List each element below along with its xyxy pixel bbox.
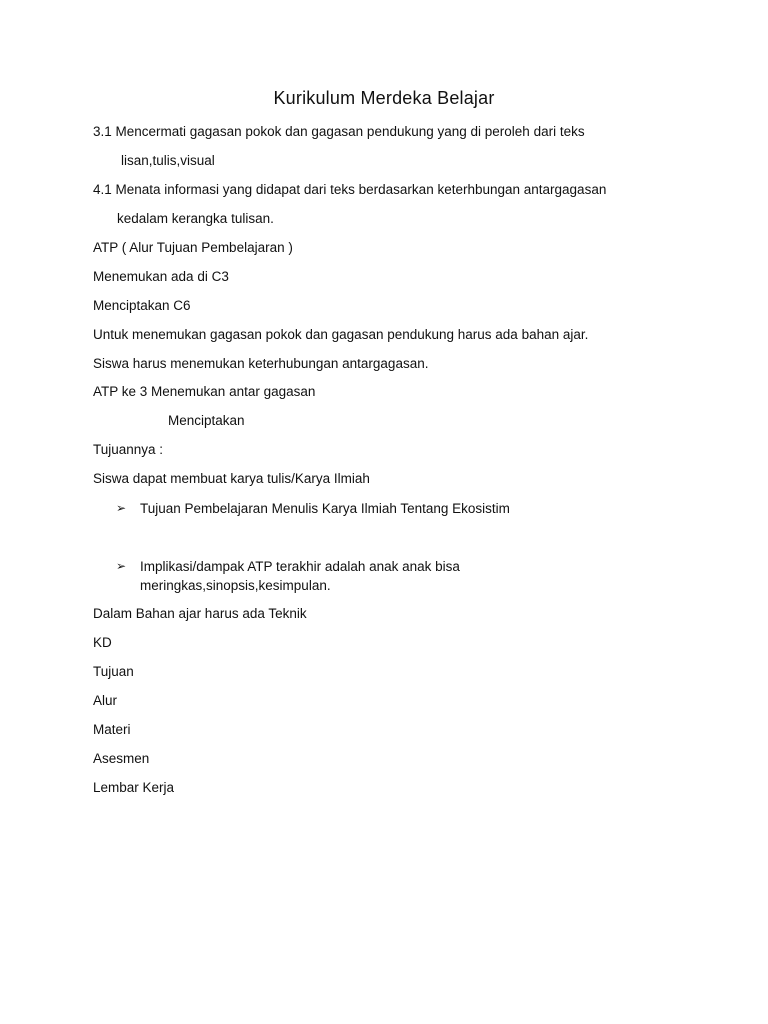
- kd-3-1-continuation: lisan,tulis,visual: [121, 153, 215, 168]
- bullet-arrow-icon: ➢: [116, 559, 127, 573]
- teknik-item: Lembar Kerja: [93, 780, 175, 795]
- teknik-item: Materi: [93, 722, 131, 737]
- bullet-item: Implikasi/dampak ATP terakhir adalah anak anak bisa meringkas,sinopsis,kesimpulan.: [140, 559, 460, 593]
- kd-3-1-line: 3.1 Mencermati gagasan pokok dan gagasan pendukung yang di peroleh dari teks: [93, 124, 585, 139]
- text-line: Menemukan ada di C3: [93, 269, 229, 284]
- teknik-item: Asesmen: [93, 751, 150, 766]
- kd-4-1-line: 4.1 Menata informasi yang didapat dari teks berdasarkan keterhbungan antargagasan: [93, 182, 607, 197]
- text-line: Untuk menemukan gagasan pokok dan gagasan pendukung harus ada bahan ajar.: [93, 327, 589, 342]
- bullet-arrow-icon: ➢: [116, 501, 127, 515]
- text-line: Siswa harus menemukan keterhubungan antargagasan.: [93, 356, 429, 371]
- teknik-heading: Dalam Bahan ajar harus ada Teknik: [93, 606, 307, 621]
- atp-heading: ATP ( Alur Tujuan Pembelajaran ): [93, 240, 293, 255]
- page-title: Kurikulum Merdeka Belajar: [273, 88, 495, 108]
- teknik-item: KD: [93, 635, 112, 650]
- text-line-indented: Menciptakan: [168, 413, 245, 428]
- text-line: Siswa dapat membuat karya tulis/Karya Ilmiah: [93, 471, 370, 486]
- kd-4-1-continuation: kedalam kerangka tulisan.: [117, 211, 274, 226]
- teknik-item: Alur: [93, 693, 118, 708]
- bullet-item: Tujuan Pembelajaran Menulis Karya Ilmiah Tentang Ekosistim: [140, 501, 510, 516]
- tujuannya-label: Tujuannya :: [93, 442, 164, 457]
- text-line: Menciptakan C6: [93, 298, 191, 313]
- teknik-item: Tujuan: [93, 664, 134, 679]
- text-line: ATP ke 3 Menemukan antar gagasan: [93, 384, 316, 399]
